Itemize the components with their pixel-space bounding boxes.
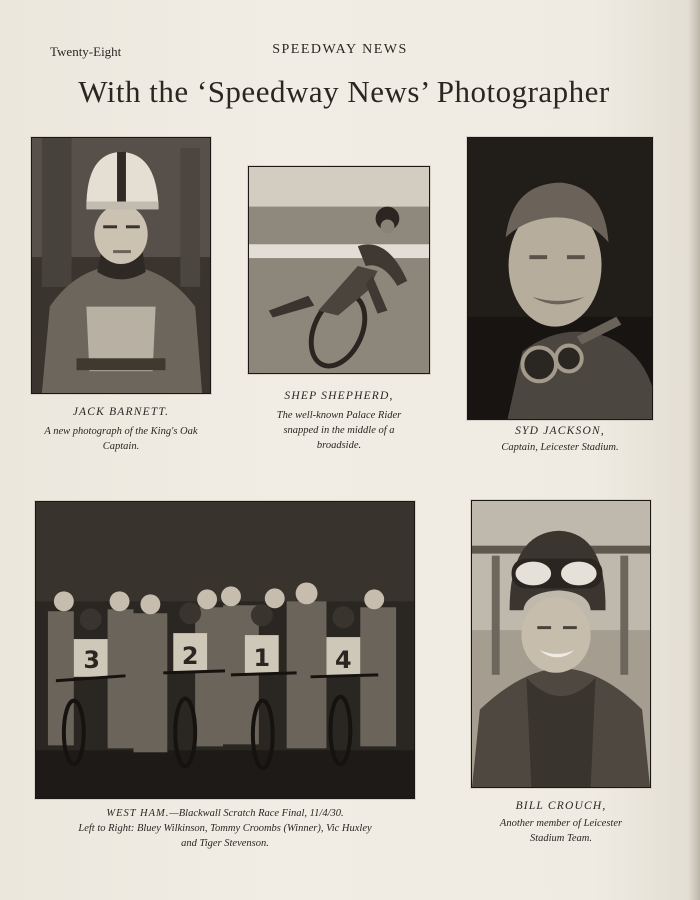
caption-title-rest: —Blackwall Scratch Race Final, 11/4/30. bbox=[169, 808, 344, 819]
caption-line: Another member of Leicester bbox=[499, 818, 623, 829]
rider-portrait-image bbox=[472, 501, 650, 787]
caption-text-bill-crouch bbox=[461, 816, 661, 846]
caption-text-jack-barnett bbox=[21, 424, 221, 454]
photo-jack-barnett bbox=[31, 137, 211, 394]
caption-text-shep-shepherd bbox=[238, 408, 440, 453]
page-headline: With the ‘Speedway News’ Photographer bbox=[78, 74, 610, 109]
caption-line: snapped in the middle of a bbox=[283, 425, 395, 436]
caption-line: Captain, Leicester Stadium. bbox=[501, 442, 619, 453]
photo-bill-crouch bbox=[471, 500, 651, 788]
rider-vest-number: 2 bbox=[181, 641, 199, 670]
caption-name-syd-jackson: SYD JACKSON, bbox=[515, 425, 605, 437]
caption-line: A new photograph of the King's Oak bbox=[44, 426, 198, 437]
photo-west-ham-group bbox=[35, 501, 415, 799]
caption-line: Left to Right: Bluey Wilkinson, Tommy Croombs (Winner), Vic Huxley bbox=[78, 823, 372, 834]
rider-portrait-image bbox=[468, 138, 652, 419]
caption-line: and Tiger Stevenson. bbox=[181, 838, 269, 849]
caption-text-syd-jackson bbox=[457, 440, 663, 455]
rider-vest-number: 1 bbox=[253, 643, 271, 672]
photo-shep-shepherd bbox=[248, 166, 430, 374]
running-title: SPEEDWAY NEWS bbox=[272, 42, 408, 57]
rider-vest-number: 4 bbox=[335, 645, 352, 674]
page-number: Twenty-Eight bbox=[50, 44, 122, 59]
page-edge-shadow bbox=[688, 0, 700, 900]
caption-name-west-ham: WEST HAM. bbox=[106, 808, 170, 819]
photo-syd-jackson bbox=[467, 137, 653, 420]
caption-text-west-ham bbox=[30, 806, 420, 851]
caption-title-line bbox=[30, 806, 420, 821]
broadside-action-image bbox=[249, 167, 429, 373]
caption-name-jack-barnett: JACK BARNETT. bbox=[72, 406, 170, 418]
caption-line: broadside. bbox=[316, 440, 362, 451]
rider-portrait-image bbox=[32, 138, 210, 393]
caption-line: Stadium Team. bbox=[529, 833, 593, 844]
group-riders-image bbox=[36, 502, 414, 798]
rider-vest-number: 3 bbox=[83, 645, 101, 674]
caption-line: The well-known Palace Rider bbox=[276, 410, 402, 421]
caption-name-shep-shepherd: SHEP SHEPHERD, bbox=[284, 390, 394, 402]
caption-line: Captain. bbox=[102, 441, 140, 452]
caption-name-bill-crouch: BILL CROUCH, bbox=[515, 800, 607, 812]
